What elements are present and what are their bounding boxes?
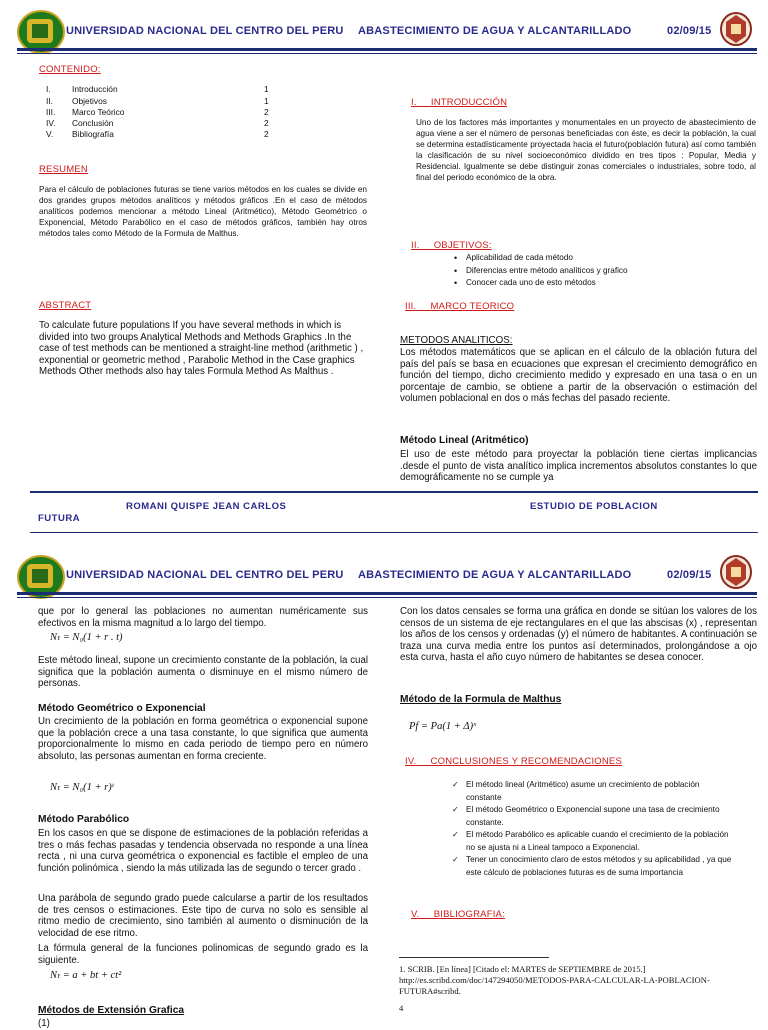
objective-item: • Aplicabilidad de cada método xyxy=(454,252,754,265)
conclusion-item: ✓ El método Geométrico o Exponencial supone una tasa de crecimiento constante. xyxy=(452,804,732,829)
bibliography-heading: V. BIBLIOGRAFIA: xyxy=(411,909,505,920)
toc-title: Objetivos xyxy=(72,96,107,106)
footer-rule xyxy=(30,491,758,493)
geometric-text: Un crecimiento de la población en forma geométrica o exponencial supone que la población crece a una tasa constante, lo que significa que aumenta proporcionalmente lo mismo en cada periodo de tiempo pero en número absoluto, las personas aumentan en forma creciente. xyxy=(38,716,368,762)
faculty-logo xyxy=(719,10,753,48)
toc-page: 1 xyxy=(264,96,269,106)
footnote-reference: (1) xyxy=(38,1018,50,1029)
page-number: 4 xyxy=(399,1003,404,1013)
conclusion-item: ✓ El método Parabólico es aplicable cuando el crecimiento de la población no se ajusta ni a Lineal tampoco a Exponencial. xyxy=(452,829,732,854)
contents-heading: CONTENIDO: xyxy=(39,64,101,75)
conclusion-item: ✓ El método lineal (Aritmético) asume un crecimiento de población constante xyxy=(452,779,732,804)
header-date: 02/09/15 xyxy=(667,25,712,37)
parabolic-text-3: La fórmula general de la funciones polinomicas de segundo grado es la siguiente. xyxy=(38,943,368,966)
toc-page: 2 xyxy=(264,107,269,117)
toc-number: II. xyxy=(46,96,53,106)
page1-header xyxy=(0,0,768,58)
analytic-text: Los métodos matemáticos que se aplican en el cálculo de la oblación futura del país del país se basa en ecuaciones que expresan el crecimiento demográfico en función del tiempo, dicho crecimiento medido y expresado en una tasa o en un porcentaje de cambio, se obtiene a partir de la observación o estimación del volumen poblacional en dos o más fechas del pasado reciente. xyxy=(400,347,757,405)
linear-text: El uso de este método para proyectar la población tiene ciertas implicancias .desde el punto de vista analítico implica incrementos absolutos constantes lo que demográficamente no se cumple ya xyxy=(400,449,757,484)
objective-item: • Conocer cada uno de esto métodos xyxy=(454,277,754,290)
toc-title: Bibliografía xyxy=(72,129,114,139)
graphic-method-text: Con los datos censales se forma una gráfica en donde se sitúan los valores de los censos de un sistema de eje rectangulares en el que las abscisas (x) , representan los años de los censos y ordenadas (y) el número de habitantes. A continuación se traza una curva media entre los puntos así determinados, prolongándose a ojo esta curva, hasta el año cuyo número de habitantes se desea conocer. xyxy=(400,606,757,664)
toc-number: I. xyxy=(46,84,51,94)
toc-row xyxy=(46,107,276,118)
parabolic-formula: Nₜ = a + bt + ct² xyxy=(50,970,122,981)
geometric-formula: Nₜ = N₀(1 + r)ᵗ xyxy=(50,782,114,793)
toc-number: V. xyxy=(46,129,54,139)
graphic-methods-heading: Métodos de Extensión Grafica xyxy=(38,1005,185,1016)
toc-number: IV. xyxy=(46,118,56,128)
linear-formula: Nₜ = N₀(1 + r . t) xyxy=(50,632,123,643)
conclusions-heading: IV. CONCLUSIONES Y RECOMENDACIONES xyxy=(405,756,623,767)
objective-item: • Diferencias entre método analíticos y grafico xyxy=(454,265,754,278)
intro-text: Uno de los factores más importantes y monumentales en un proyecto de abastecimiento de agua viene a ser el número de personas beneficiadas con éste, es decir la población, la cual se determina estadísticamente proyectada hacia el futuro(población futura) así como también la clasificación de su nivel socioeconómico dividido en tres tipos : Popular, Media y Residencial. Igualmente se debe distinguir zonas comerciales o industriales, sobre todo, al final del periodo económico de la obra. xyxy=(416,118,756,182)
toc-row xyxy=(46,129,276,140)
framework-heading: III. MARCO TEORICO xyxy=(405,301,515,312)
university-name: UNIVERSIDAD NACIONAL DEL CENTRO DEL PERU xyxy=(66,25,344,37)
malthus-heading: Método de la Formula de Malthus xyxy=(400,694,562,705)
university-name: UNIVERSIDAD NACIONAL DEL CENTRO DEL PERU xyxy=(66,569,344,581)
toc-row xyxy=(46,96,276,107)
summary-heading: RESUMEN xyxy=(39,164,88,175)
parabolic-heading: Método Parabólico xyxy=(38,814,130,825)
analytic-heading: METODOS ANALITICOS: xyxy=(400,335,513,346)
parabolic-text-1: En los casos en que se dispone de estimaciones de la población referidas a tres o más fechas pasadas y tendencia observada no responde a una línea recta , ni una curva geométrica o exponencial es factible el empleo de una función polinómica , siendo la más utilizada las de segundo o tercer grado . xyxy=(38,828,368,874)
faculty-logo xyxy=(719,553,753,591)
conclusions-list xyxy=(452,779,732,879)
toc-page: 2 xyxy=(264,129,269,139)
conclusion-item: ✓ Tener un conocimiento claro de estos métodos y su aplicabilidad , ya que este cálculo de poblaciones futuras es de suma importancia xyxy=(452,854,732,879)
linear-description: Este método lineal, supone un crecimiento constante de la población, la cual significa que la población aumenta o disminuye en el mismo número de personas. xyxy=(38,655,368,690)
footer-topic: ESTUDIO DE POBLACION xyxy=(530,501,658,512)
toc-page: 1 xyxy=(264,84,269,94)
malthus-formula: Pf = Pa(1 + Δ)ˣ xyxy=(409,721,477,732)
summary-text: Para el cálculo de poblaciones futuras se tiene varios métodos en los cuales se divide en dos grandes grupos métodos analíticos y métodos gráficos .En el caso de métodos analíticos podemos mencionar a método Lineal (Aritmético), Método Geométrico o Exponencial, Método Parabólico en el caso de métodos gráficos, también hay otros métodos tales como Método de la Formula de Malthus. xyxy=(39,185,367,238)
footnote-rule xyxy=(399,957,549,958)
header-date: 02/09/15 xyxy=(667,569,712,581)
objectives-heading: II. OBJETIVOS: xyxy=(411,240,492,251)
page-separator xyxy=(30,532,758,533)
footer-topic-continued: FUTURA xyxy=(38,513,81,524)
objectives-list xyxy=(454,252,754,290)
abstract-text: To calculate future populations If you have several methods in which is divided into two groups Analytical Methods and Methods Graphics .In the case of test methods can be mentioned a straight-line method (arithmetic ) , exponential or geometric method , Parabolic Method in the Case graphics Methods Other methods also hay tales Formula Method As Malthus . xyxy=(39,320,364,378)
abstract-heading: ABSTRACT xyxy=(39,300,92,311)
toc-page: 2 xyxy=(264,118,269,128)
linear-heading: Método Lineal (Aritmético) xyxy=(400,435,529,446)
parabolic-text-2: Una parábola de segundo grado puede calcularse a partir de los resultados de tres censos o estimaciones. Este tipo de curva no solo es sensible al ritmo medio de crecimiento, sino también al aumento o disminución de la velocidad de ese ritmo. xyxy=(38,893,368,939)
footer-author: ROMANI QUISPE JEAN CARLOS xyxy=(126,501,287,512)
intro-heading: I. INTRODUCCIÓN xyxy=(411,97,508,108)
reference-entry: 1. SCRIB. [En línea] [Citado el: MARTES de SEPTIEMBRE de 2015.] http://es.scribd.com/doc/147294050/METODOS-PARA-CALCULAR-LA-POBLACION-FUTURA#scribd. xyxy=(399,964,710,996)
toc-number: III. xyxy=(46,107,56,117)
page2-header xyxy=(0,545,768,603)
course-name: ABASTECIMIENTO DE AGUA Y ALCANTARILLADO xyxy=(358,569,632,581)
toc-row xyxy=(46,118,276,129)
toc-title: Introducción xyxy=(72,84,118,94)
toc-title: Conclusión xyxy=(72,118,114,128)
course-name: ABASTECIMIENTO DE AGUA Y ALCANTARILLADO xyxy=(358,25,632,37)
toc-title: Marco Teórico xyxy=(72,107,125,117)
toc-row xyxy=(46,84,276,95)
linear-text-continued: que por lo general las poblaciones no aumentan numéricamente sus efectivos en la misma magnitud a lo largo del tiempo. xyxy=(38,606,368,629)
geometric-heading: Método Geométrico o Exponencial xyxy=(38,703,206,714)
